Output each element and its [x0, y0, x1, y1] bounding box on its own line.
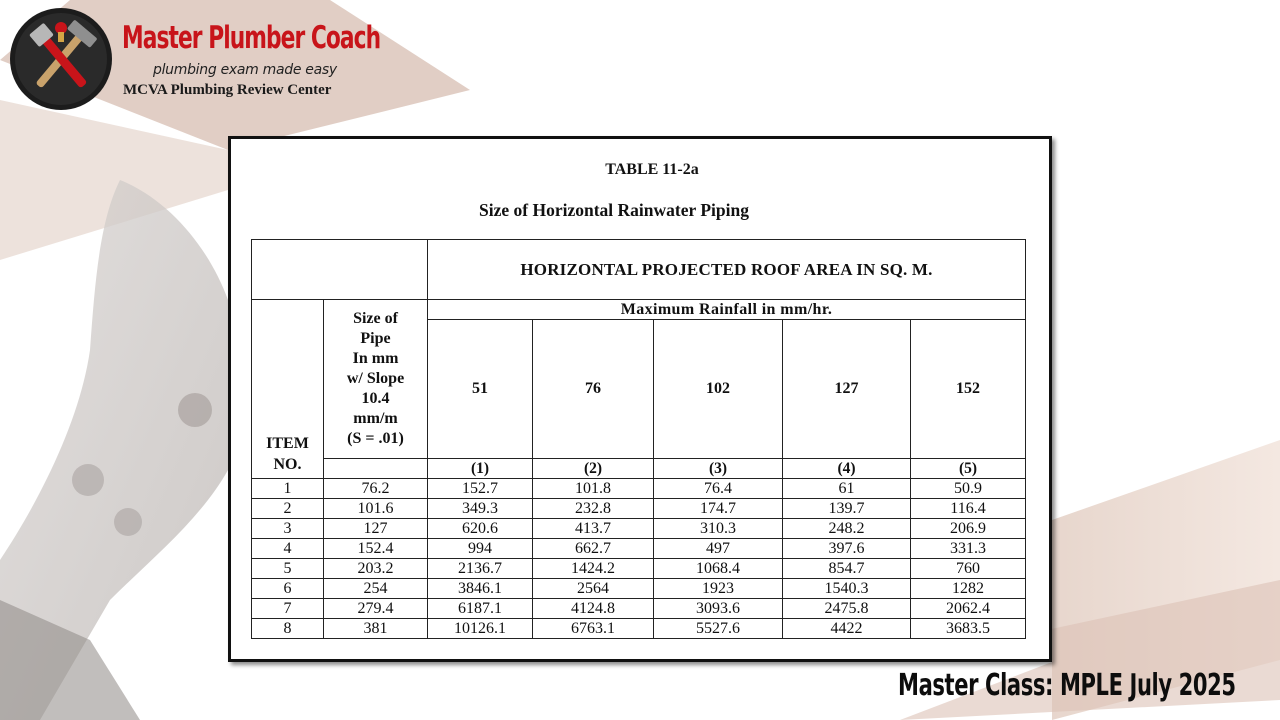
pipe-size-cell: 101.6 — [324, 499, 428, 519]
roof-area-header: HORIZONTAL PROJECTED ROOF AREA IN SQ. M. — [428, 240, 1026, 300]
roof-area-cell: 1068.4 — [654, 559, 783, 579]
item-number-cell: 5 — [252, 559, 324, 579]
roof-area-cell: 101.8 — [533, 479, 654, 499]
roof-area-cell: 174.7 — [654, 499, 783, 519]
column-number: (4) — [783, 459, 911, 479]
table-row — [252, 479, 1026, 499]
column-number: (5) — [911, 459, 1026, 479]
max-rainfall-header: Maximum Rainfall in mm/hr. — [428, 300, 1026, 320]
roof-area-cell: 50.9 — [911, 479, 1026, 499]
roof-area-cell: 994 — [428, 539, 533, 559]
item-number-cell: 3 — [252, 519, 324, 539]
roof-area-cell: 10126.1 — [428, 619, 533, 639]
pipe-wrench-and-hammer-icon — [8, 6, 114, 112]
table-row — [252, 599, 1026, 619]
table-row — [252, 519, 1026, 539]
rate-header: 127 — [783, 320, 911, 459]
rate-header: 76 — [533, 320, 654, 459]
item-no-header: ITEM NO. — [252, 300, 324, 479]
table-document — [228, 136, 1052, 662]
rate-header: 152 — [911, 320, 1026, 459]
table-row — [252, 559, 1026, 579]
roof-area-cell: 662.7 — [533, 539, 654, 559]
roof-area-cell: 397.6 — [783, 539, 911, 559]
roof-area-cell: 76.4 — [654, 479, 783, 499]
roof-area-cell: 116.4 — [911, 499, 1026, 519]
pipe-size-cell: 279.4 — [324, 599, 428, 619]
item-number-cell: 4 — [252, 539, 324, 559]
roof-area-cell: 139.7 — [783, 499, 911, 519]
roof-area-cell: 2475.8 — [783, 599, 911, 619]
roof-area-cell: 3683.5 — [911, 619, 1026, 639]
item-number-cell: 2 — [252, 499, 324, 519]
roof-area-cell: 2136.7 — [428, 559, 533, 579]
roof-area-cell: 620.6 — [428, 519, 533, 539]
roof-area-cell: 232.8 — [533, 499, 654, 519]
item-number-cell: 6 — [252, 579, 324, 599]
table-row — [252, 619, 1026, 639]
item-number-cell: 7 — [252, 599, 324, 619]
roof-area-cell: 3846.1 — [428, 579, 533, 599]
table-bottom-row — [252, 639, 1026, 653]
table-title: Size of Horizontal Rainwater Piping — [479, 200, 749, 220]
roof-area-cell: 2564 — [533, 579, 654, 599]
rate-header: 102 — [654, 320, 783, 459]
blank-cell — [324, 459, 428, 479]
column-number: (3) — [654, 459, 783, 479]
roof-area-cell: 760 — [911, 559, 1026, 579]
roof-area-cell: 331.3 — [911, 539, 1026, 559]
roof-area-cell: 310.3 — [654, 519, 783, 539]
brand-title: Master Plumber Coach — [122, 20, 381, 56]
roof-area-cell: 206.9 — [911, 519, 1026, 539]
roof-area-cell: 5527.6 — [654, 619, 783, 639]
brand-subtitle: MCVA Plumbing Review Center — [123, 82, 332, 98]
roof-area-cell: 6187.1 — [428, 599, 533, 619]
roof-area-cell: 4124.8 — [533, 599, 654, 619]
blank-header-cell — [252, 240, 428, 300]
roof-area-cell: 1424.2 — [533, 559, 654, 579]
roof-area-cell: 2062.4 — [911, 599, 1026, 619]
roof-area-cell: 1923 — [654, 579, 783, 599]
rate-header: 51 — [428, 320, 533, 459]
pipe-size-cell: 203.2 — [324, 559, 428, 579]
table-row — [252, 539, 1026, 559]
pipe-size-cell: 381 — [324, 619, 428, 639]
roof-area-cell: 4422 — [783, 619, 911, 639]
pipe-size-header: Size of Pipe In mm w/ Slope 10.4 mm/m (S = .01) — [324, 300, 428, 459]
column-number: (2) — [533, 459, 654, 479]
roof-area-cell: 6763.1 — [533, 619, 654, 639]
roof-area-cell: 248.2 — [783, 519, 911, 539]
table-row — [252, 579, 1026, 599]
table-number: TABLE 11-2a — [605, 161, 699, 178]
roof-area-cell: 152.7 — [428, 479, 533, 499]
pipe-size-cell: 152.4 — [324, 539, 428, 559]
roof-area-cell: 413.7 — [533, 519, 654, 539]
column-number: (1) — [428, 459, 533, 479]
brand-tagline: plumbing exam made easy — [153, 62, 337, 78]
roof-area-cell: 1540.3 — [783, 579, 911, 599]
item-number-cell: 1 — [252, 479, 324, 499]
pipe-size-cell: 127 — [324, 519, 428, 539]
pipe-size-cell: 76.2 — [324, 479, 428, 499]
roof-area-cell: 3093.6 — [654, 599, 783, 619]
pipe-size-cell: 254 — [324, 579, 428, 599]
roof-area-cell: 61 — [783, 479, 911, 499]
rainwater-piping-table — [251, 239, 1026, 652]
master-class-label: Master Class: MPLE July 2025 — [898, 668, 1236, 703]
roof-area-cell: 349.3 — [428, 499, 533, 519]
item-number-cell: 8 — [252, 619, 324, 639]
roof-area-cell: 1282 — [911, 579, 1026, 599]
roof-area-cell: 497 — [654, 539, 783, 559]
roof-area-cell: 854.7 — [783, 559, 911, 579]
table-row — [252, 499, 1026, 519]
